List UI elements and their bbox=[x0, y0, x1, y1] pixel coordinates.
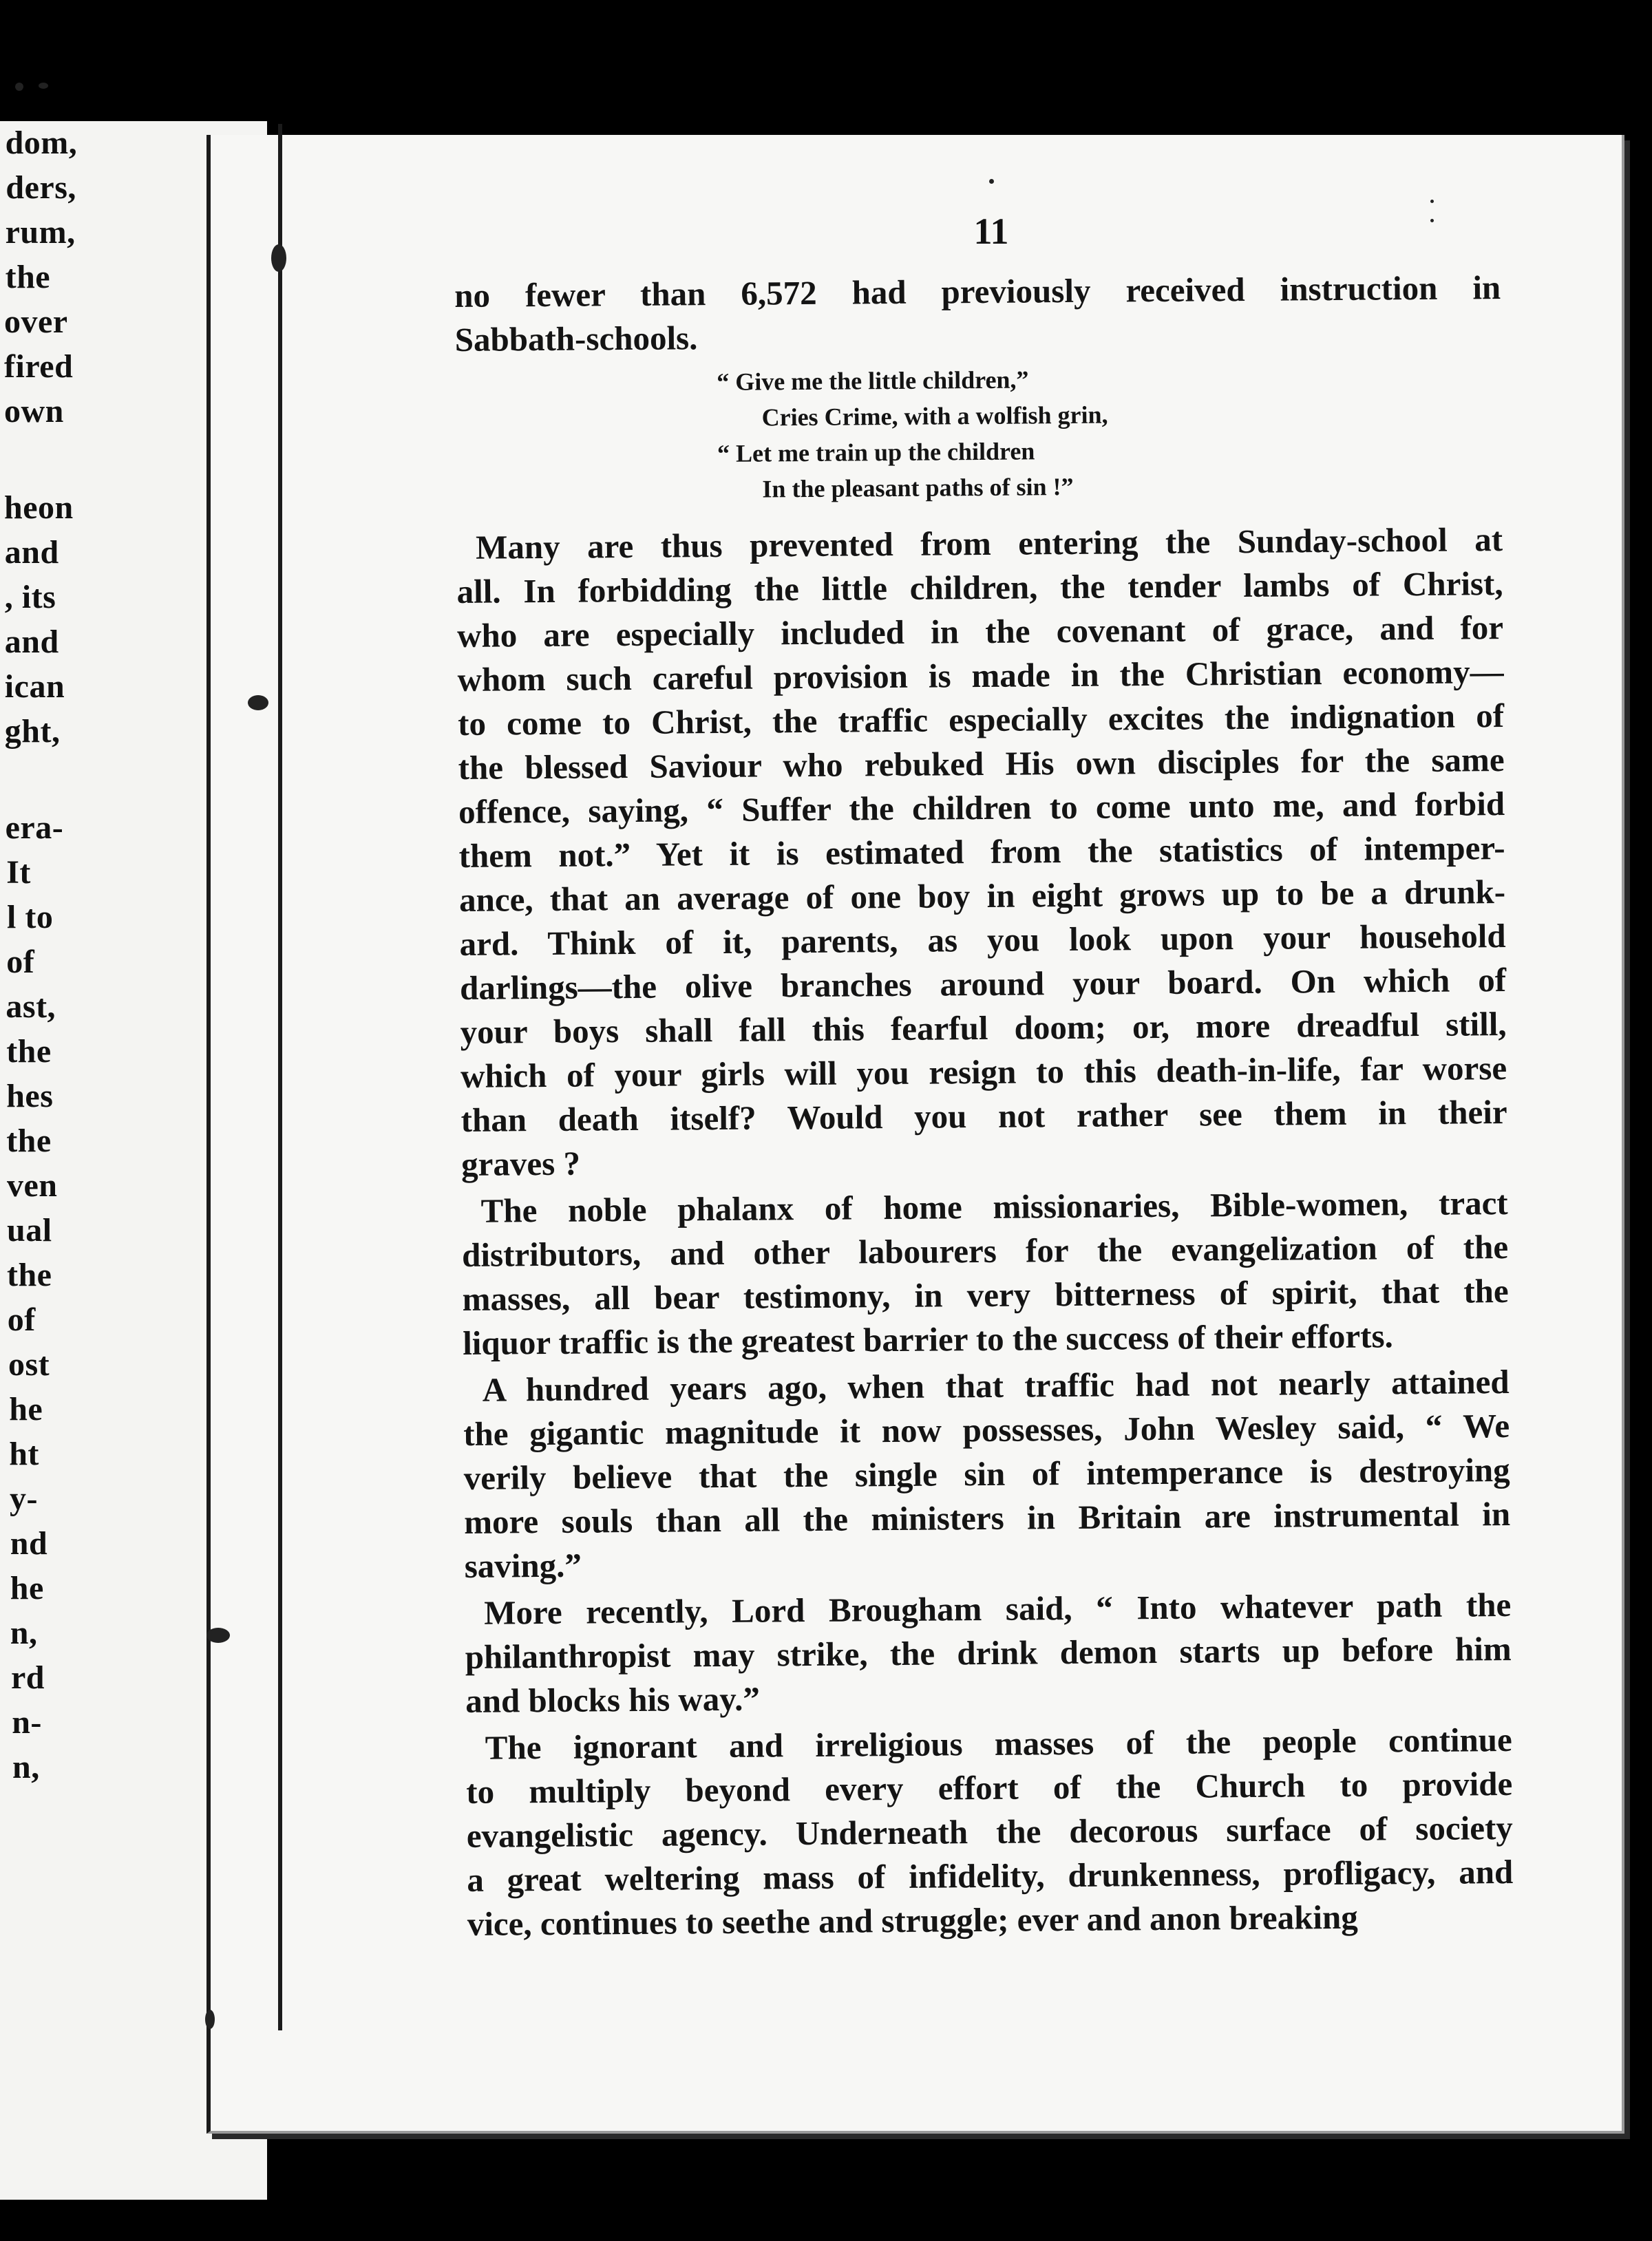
poem-line: “ Give me the little children,” bbox=[717, 365, 1029, 396]
paragraph-line: masses, all bear testimony, in very bitterness of spirit, that the bbox=[462, 1272, 1509, 1318]
paragraph-line: to come to Christ, the traffic especially excites the indignation of bbox=[457, 697, 1505, 743]
left-page-fragment: n- bbox=[12, 1704, 42, 1741]
paragraph-line: saving.” bbox=[464, 1546, 582, 1585]
left-page-fragment: ual bbox=[7, 1212, 52, 1249]
paragraph-first-line: The ignorant and irreligious masses of the people continue bbox=[485, 1720, 1512, 1767]
left-page-fragment: nd bbox=[10, 1525, 48, 1562]
left-page-fragment: he bbox=[10, 1570, 44, 1606]
left-page-fragment: ican bbox=[4, 668, 65, 705]
binding-stitch bbox=[205, 2010, 215, 2029]
paragraph-line: vice, continues to seethe and struggle; ever and anon breaking bbox=[467, 1898, 1358, 1943]
paragraph-line: evangelistic agency. Underneath the decorous surface of society bbox=[466, 1808, 1513, 1855]
left-page-fragment: the bbox=[6, 1123, 52, 1159]
paragraph-line: which of your girls will you resign to this death-in-life, far worse bbox=[460, 1049, 1507, 1095]
binding-stitch bbox=[248, 695, 268, 710]
left-page-fragment: y- bbox=[10, 1480, 38, 1517]
paragraph-line: verily believe that the single sin of intemperance is destroying bbox=[463, 1451, 1510, 1497]
left-page-fragment: and bbox=[4, 624, 59, 660]
paragraph-line: ard. Think of it, parents, as you look upon your household bbox=[459, 917, 1506, 963]
left-page-fragment: fired bbox=[4, 348, 74, 385]
opening-line: Sabbath-schools. bbox=[454, 319, 698, 359]
left-page-fragment: heon bbox=[4, 489, 74, 526]
left-page-fragment: own bbox=[4, 393, 64, 429]
left-page-fragment: the bbox=[5, 259, 51, 295]
paragraph-line: them not.” Yet it is estimated from the statistics of intemper- bbox=[458, 829, 1505, 875]
paragraph-line: ance, that an average of one boy in eight grows up to be a drunk- bbox=[458, 873, 1506, 919]
paragraph-line: offence, saying, “ Suffer the children to come unto me, and forbid bbox=[458, 785, 1505, 831]
page-gutter bbox=[278, 124, 282, 2030]
paragraph-first-line: Many are thus prevented from entering the Sunday-school at bbox=[475, 520, 1503, 566]
page-number: 11 bbox=[973, 211, 1009, 252]
left-page-fragment: rum, bbox=[5, 214, 76, 251]
left-page-fragment: ven bbox=[7, 1167, 58, 1204]
paragraph-line: graves ? bbox=[460, 1144, 581, 1183]
left-page-fragment: of bbox=[6, 944, 35, 980]
paragraph-line: your boys shall fall this fearful doom; or, more dreadful still, bbox=[460, 1005, 1507, 1051]
scan-speck bbox=[39, 83, 48, 89]
left-page-fragment: dom, bbox=[5, 125, 78, 161]
left-page-fragment: hes bbox=[6, 1078, 54, 1114]
paragraph-line: than death itself? Would you not rather see them in their bbox=[460, 1093, 1507, 1139]
scan-speck bbox=[15, 83, 23, 91]
left-page-fragment: he bbox=[9, 1391, 43, 1427]
poem-line: “ Let me train up the children bbox=[717, 437, 1035, 468]
paragraph-line: and blocks his way.” bbox=[465, 1679, 761, 1720]
left-page-fragment: rd bbox=[11, 1659, 45, 1696]
left-page-fragment: ht bbox=[9, 1436, 39, 1472]
left-page-fragment: It bbox=[6, 854, 31, 891]
paragraph-line: all. In forbidding the little children, the tender lambs of Christ, bbox=[456, 564, 1503, 610]
left-page-fragment: n, bbox=[12, 1749, 40, 1785]
paragraph-line: liquor traffic is the greatest barrier to the success of their efforts. bbox=[462, 1317, 1394, 1362]
left-page-fragment: the bbox=[7, 1257, 52, 1293]
paragraph-line: darlings—the olive branches around your board. On which of bbox=[459, 961, 1507, 1007]
left-page-fragment: over bbox=[4, 304, 68, 340]
left-page-fragment: ght, bbox=[4, 713, 61, 750]
paragraph-line: more souls than all the ministers in Britain are instrumental in bbox=[464, 1495, 1511, 1541]
page-body-text bbox=[454, 267, 1514, 2010]
left-page-fragment: ders, bbox=[6, 169, 76, 206]
left-page-fragment: , its bbox=[4, 579, 56, 615]
paragraph-first-line: A hundred years ago, when that traffic had not nearly attained bbox=[482, 1363, 1510, 1409]
paragraph-line: philanthropist may strike, the drink demon starts up before him bbox=[465, 1630, 1512, 1676]
left-page-fragment: of bbox=[7, 1302, 36, 1338]
opening-line: no fewer than 6,572 had previously received instruction in bbox=[454, 268, 1501, 315]
left-page-fragment: l to bbox=[7, 899, 54, 935]
paragraph-first-line: The noble phalanx of home missionaries, Bible-women, tract bbox=[480, 1184, 1508, 1230]
left-page-fragment: and bbox=[4, 534, 59, 571]
printing-speck bbox=[1430, 219, 1434, 222]
left-page-fragment: era- bbox=[5, 809, 64, 846]
paragraph-line: distributors, and other labourers for the evangelization of the bbox=[461, 1228, 1509, 1274]
left-page-fragment: ost bbox=[8, 1346, 50, 1383]
paragraph-line: the gigantic magnitude it now possesses, John Wesley said, “ We bbox=[463, 1407, 1510, 1453]
paragraph-line: a great weltering mass of infidelity, drunkenness, profligacy, and bbox=[467, 1852, 1514, 1899]
paragraph-line: whom such careful provision is made in the Christian economy— bbox=[457, 652, 1504, 699]
binding-stitch bbox=[271, 244, 286, 272]
poem-line: In the pleasant paths of sin !” bbox=[762, 472, 1074, 503]
binding-stitch bbox=[206, 1628, 230, 1643]
paragraph-line: the blessed Saviour who rebuked His own disciples for the same bbox=[458, 741, 1505, 787]
left-page-fragment: the bbox=[6, 1033, 52, 1070]
printing-speck bbox=[989, 179, 994, 184]
poem-line: Cries Crime, with a wolfish grin, bbox=[761, 401, 1108, 432]
printing-speck bbox=[1430, 200, 1434, 203]
left-page-fragment: ast, bbox=[6, 988, 56, 1025]
paragraph-first-line: More recently, Lord Brougham said, “ Into whatever path the bbox=[484, 1586, 1512, 1632]
paragraph-line: to multiply beyond every effort of the Church to provide bbox=[466, 1764, 1513, 1811]
left-page-fragment: n, bbox=[10, 1615, 38, 1651]
paragraph-line: who are especially included in the covenant of grace, and for bbox=[456, 608, 1504, 655]
